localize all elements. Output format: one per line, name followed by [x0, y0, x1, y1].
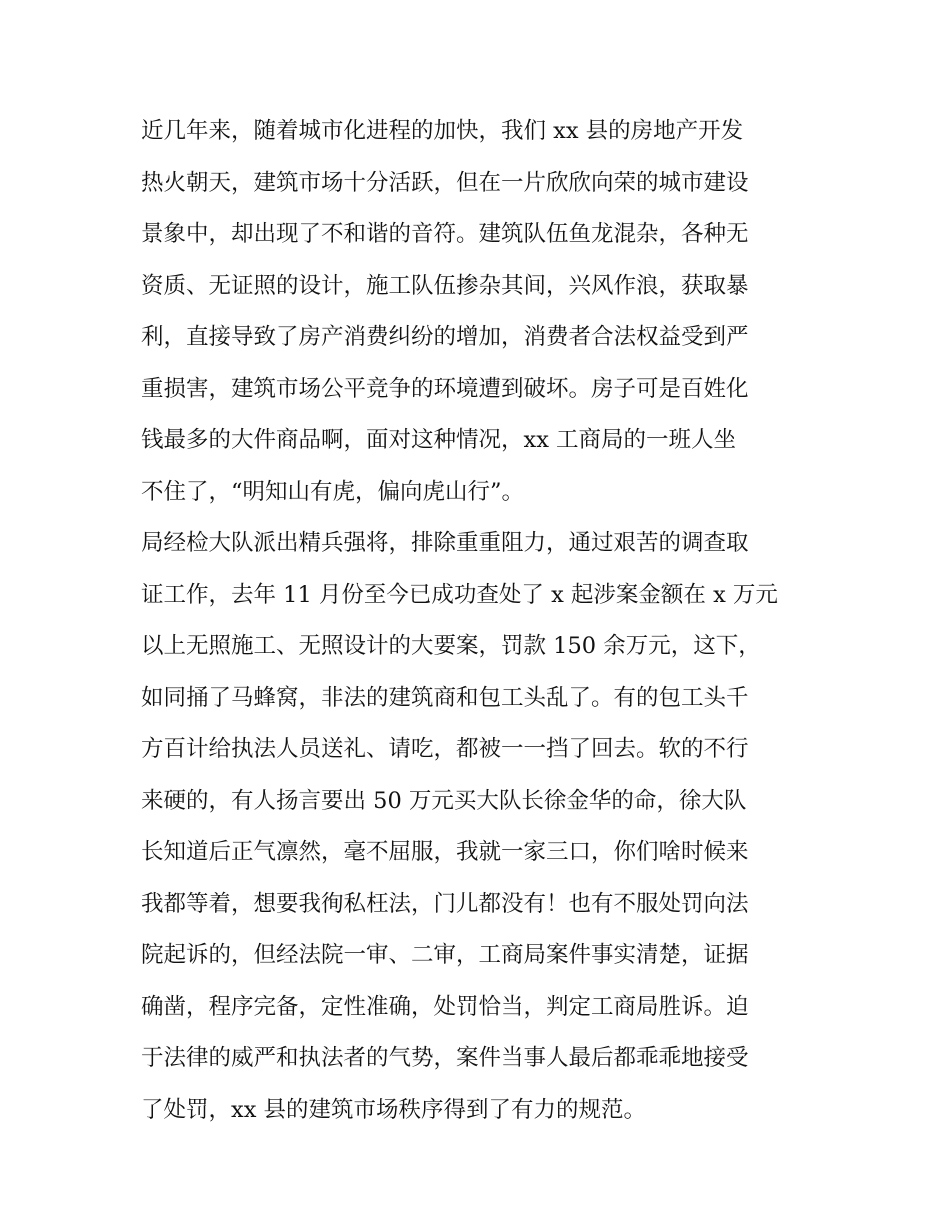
text-line: 资质、无证照的设计，施工队伍掺杂其间，兴风作浪，获取暴 [141, 272, 749, 299]
text-line: 来硬的，有人扬言要出 50 万元买大队长徐金华的命，徐大队 [141, 787, 747, 814]
text-line: 局经检大队派出精兵强将，排除重重阻力，通过艰苦的调查取 [141, 530, 749, 556]
text-line: 利，直接导致了房产消费纠纷的增加，消费者合法权益受到严 [141, 324, 749, 350]
text-line: 近几年来，随着城市化进程的加快，我们 xx 县的房地产开发 [141, 118, 744, 144]
text-line: 以上无照施工、无照设计的大要案，罚款 150 余万元，这下， [141, 633, 761, 659]
text-line: 方百计给执法人员送礼、请吃，都被一一挡了回去。软的不行 [141, 736, 749, 762]
document-body [141, 106, 811, 1136]
paragraph-1 [141, 106, 811, 518]
text-line: 我都等着，想要我徇私枉法，门儿都没有！也有不服处罚向法 [141, 890, 749, 917]
text-line: 如同捅了马蜂窝，非法的建筑商和包工头乱了。有的包工头千 [141, 684, 749, 711]
text-line: 不住了，“明知山有虎，偏向虎山行”。 [141, 478, 525, 505]
text-line: 钱最多的大件商品啊，面对这种情况，xx 工商局的一班人坐 [141, 427, 737, 453]
text-line: 于法律的威严和执法者的气势，案件当事人最后都乖乖地接受 [141, 1045, 749, 1071]
text-line: 长知道后正气凛然，毫不屈服，我就一家三口，你们啥时候来 [141, 839, 749, 865]
text-line: 热火朝天，建筑市场十分活跃，但在一片欣欣向荣的城市建设 [141, 169, 749, 196]
text-line: 确凿，程序完备，定性准确，处罚恰当，判定工商局胜诉。迫 [141, 993, 749, 1020]
text-line: 证工作，去年 11 月份至今已成功查处了 x 起涉案金额在 x 万元 [141, 581, 778, 608]
text-line: 重损害，建筑市场公平竞争的环境遭到破坏。房子可是百姓化 [141, 375, 749, 402]
text-line: 了处罚，xx 县的建筑市场秩序得到了有力的规范。 [141, 1096, 647, 1123]
text-line: 景象中，却出现了不和谐的音符。建筑队伍鱼龙混杂，各种无 [141, 221, 749, 247]
paragraph-2 [141, 518, 811, 1136]
text-line: 院起诉的，但经法院一审、二审，工商局案件事实清楚，证据 [141, 942, 749, 968]
